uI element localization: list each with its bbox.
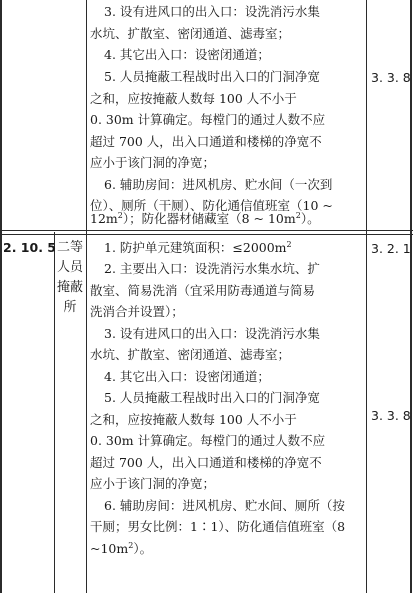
text-fragment: 12m (90, 211, 118, 226)
text-line: 干厕；男女比例：1∶1）、防化通信值班室（8 (90, 519, 346, 534)
superscript: 2 (128, 540, 134, 550)
clause-number: 2. 10. 5 (3, 240, 56, 255)
category-name-line: 所 (63, 300, 77, 315)
superscript: 2 (117, 210, 123, 220)
clause-reference: 3. 3. 8 (371, 70, 411, 85)
text-line: 水坑、扩散室、密闭通道、滤毒室； (90, 26, 291, 41)
text-line: 6. 辅助房间：进风机房、贮水间、厕所（按 (104, 498, 345, 513)
text-fragment: ~10m (90, 541, 129, 556)
text-line (90, 208, 320, 230)
text-line: 应小于该门洞的净宽； (90, 155, 216, 170)
clause-reference: 3. 2. 1 (371, 241, 411, 256)
text-fragment: 1. 防护单元建筑面积：≤2000m (104, 240, 287, 255)
superscript: 2 (295, 210, 301, 220)
text-line: 6. 辅助房间：进风机房、贮水间（一次到 (104, 177, 333, 192)
text-line: 0. 30m 计算确定。每樘门的通过人数不应 (90, 433, 326, 448)
text-fragment: ）；防化器材储藏室（8 ~ 10m (122, 211, 296, 226)
text-line (90, 538, 152, 560)
text-line: 水坑、扩散室、密闭通道、滤毒室； (90, 347, 291, 362)
text-line: 2. 主要出入口：设洗消污水集水坑、扩 (104, 261, 320, 276)
text-fragment: ）。 (133, 541, 153, 556)
category-name-line: 二等 (57, 240, 84, 255)
text-line: 之和，应按掩蔽人数每 100 人不小于 (90, 91, 297, 106)
text-line: 3. 设有进风口的出入口：设洗消污水集 (104, 4, 320, 19)
text-line: 5. 人员掩蔽工程战时出入口的门洞净宽 (104, 390, 320, 405)
text-fragment: ）。 (300, 211, 320, 226)
column-divider-content (366, 0, 367, 593)
text-line: 0. 30m 计算确定。每樘门的通过人数不应 (90, 112, 326, 127)
text-line: 散室、简易洗消（宜采用防毒通道与简易 (90, 283, 316, 298)
column-divider-name (86, 0, 87, 593)
superscript: 2 (286, 239, 292, 249)
clause-reference: 3. 3. 8 (371, 408, 411, 423)
text-line: 洗消合并设置）； (90, 304, 184, 319)
text-line: 4. 其它出入口：设密闭通道； (104, 47, 270, 62)
column-divider-number (54, 232, 55, 593)
text-line (104, 237, 292, 259)
text-line: 超过 700 人，出入口通道和楼梯的净宽不 (90, 134, 322, 149)
row-divider-bottom (0, 234, 413, 235)
text-line: 之和，应按掩蔽人数每 100 人不小于 (90, 412, 297, 427)
row-divider-top (0, 230, 413, 231)
text-line: 3. 设有进风口的出入口：设洗消污水集 (104, 326, 320, 341)
text-line: 应小于该门洞的净宽； (90, 476, 216, 491)
table-border-left (0, 0, 2, 593)
table-border-right (410, 0, 412, 593)
text-line: 5. 人员掩蔽工程战时出入口的门洞净宽 (104, 69, 320, 84)
text-line: 4. 其它出入口：设密闭通道； (104, 369, 270, 384)
category-name-line: 人员 (57, 260, 84, 275)
category-name-line: 掩蔽 (57, 280, 84, 295)
text-line: 位）、厕所（干厕）、防化通信值班室（10 ~ (90, 198, 333, 213)
text-line: 超过 700 人，出入口通道和楼梯的净宽不 (90, 455, 322, 470)
category-name (57, 238, 83, 318)
